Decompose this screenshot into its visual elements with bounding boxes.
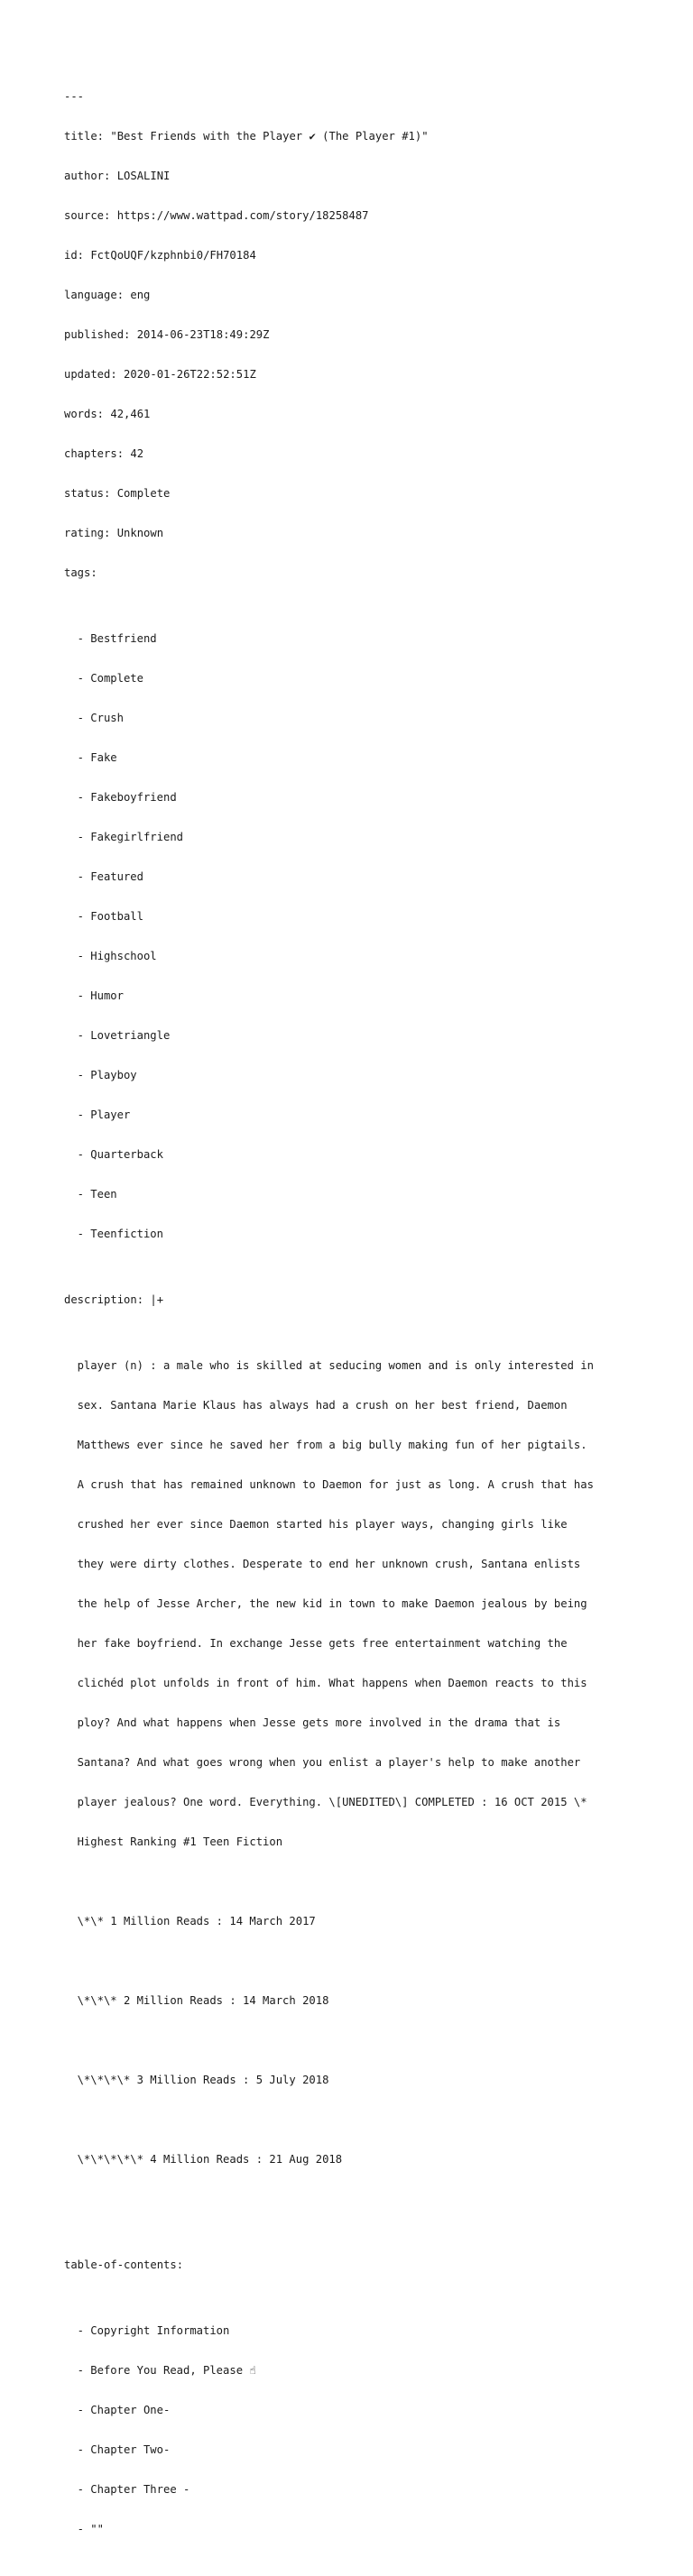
toc-item: - Chapter One- xyxy=(77,2404,171,2417)
tag-item: - Fake xyxy=(77,751,117,765)
description-line: clichéd plot unfolds in front of him. What happens when Daemon reacts to this xyxy=(77,1677,587,1690)
tag-item: - Highschool xyxy=(77,949,157,962)
language-field: language: eng xyxy=(64,289,151,302)
description-line: player (n) : a male who is skilled at seducing women and is only interested in xyxy=(77,1359,594,1373)
tag-item: - Player xyxy=(77,1108,131,1121)
description-line: Highest Ranking #1 Teen Fiction xyxy=(77,1835,283,1848)
tag-item: - Featured xyxy=(77,870,143,884)
toc-label: table-of-contents: xyxy=(64,2258,184,2271)
description-line: they were dirty clothes. Desperate to end her unknown crush, Santana enlists xyxy=(77,1558,581,1571)
description-line: the help of Jesse Archer, the new kid in town to make Daemon jealous by being xyxy=(77,1597,587,1611)
tag-item: - Complete xyxy=(77,672,143,685)
updated-field: updated: 2020-01-26T22:52:51Z xyxy=(64,368,256,382)
toc-item: - Before You Read, Please ☝ xyxy=(77,2364,256,2378)
blank-line xyxy=(64,1875,642,1889)
toc-item: - Copyright Information xyxy=(77,2324,230,2338)
blank-line xyxy=(64,2034,642,2047)
tag-item: - Teen xyxy=(77,1187,117,1201)
id-field: id: FctQoUQF/kzphnbi0/FH70184 xyxy=(64,249,256,262)
blank-line xyxy=(64,2193,642,2206)
tag-item: - Crush xyxy=(77,712,124,725)
toc-item: - "" xyxy=(77,2522,104,2535)
tag-item: - Teenfiction xyxy=(77,1227,163,1240)
description-label: description: |+ xyxy=(64,1293,164,1307)
milestone-line: \*\* 1 Million Reads : 14 March 2017 xyxy=(77,1914,316,1927)
tag-item: - Fakeboyfriend xyxy=(77,791,177,805)
tag-item: - Humor xyxy=(77,989,124,1002)
description-line: Santana? And what goes wrong when you enlist a player's help to make another xyxy=(77,1756,581,1769)
blank-line xyxy=(64,2113,642,2127)
tag-item: - Bestfriend xyxy=(77,632,157,646)
status-field: status: Complete xyxy=(64,487,171,500)
description-line: A crush that has remained unknown to Daemon for just as long. A crush that has xyxy=(77,1478,594,1492)
blank-line xyxy=(64,1955,642,1968)
document-body xyxy=(64,64,642,2576)
author-field: author: LOSALINI xyxy=(64,170,171,183)
milestone-line: \*\*\*\* 3 Million Reads : 5 July 2018 xyxy=(77,2073,329,2086)
title-field: title: "Best Friends with the Player ✔ (The Player #1)" xyxy=(64,130,429,143)
words-field: words: 42,461 xyxy=(64,408,151,421)
tag-item: - Quarterback xyxy=(77,1147,163,1161)
description-line: her fake boyfriend. In exchange Jesse gets free entertainment watching the xyxy=(77,1637,568,1651)
published-field: published: 2014-06-23T18:49:29Z xyxy=(64,328,270,342)
milestone-line: \*\*\* 2 Million Reads : 14 March 2018 xyxy=(77,1993,329,2007)
description-line: Matthews ever since he saved her from a big bully making fun of her pigtails. xyxy=(77,1439,587,1452)
toc-item: - Chapter Two- xyxy=(77,2443,171,2457)
description-line: ploy? And what happens when Jesse gets more involved in the drama that is xyxy=(77,1716,561,1730)
tags-list xyxy=(64,606,642,1267)
tag-item: - Playboy xyxy=(77,1068,137,1081)
tag-item: - Lovetriangle xyxy=(77,1028,171,1042)
toc-list xyxy=(64,2298,642,2562)
tag-item: - Football xyxy=(77,910,143,923)
source-field: source: https://www.wattpad.com/story/18258487 xyxy=(64,209,369,223)
description-line: sex. Santana Marie Klaus has always had a crush on her best friend, Daemon xyxy=(77,1399,568,1412)
tag-item: - Fakegirlfriend xyxy=(77,831,183,844)
milestone-line: \*\*\*\*\* 4 Million Reads : 21 Aug 2018 xyxy=(77,2152,343,2166)
front-matter-delimiter: --- xyxy=(64,90,85,104)
toc-item: - Chapter Three - xyxy=(77,2483,190,2497)
rating-field: rating: Unknown xyxy=(64,526,164,539)
description-line: crushed her ever since Daemon started his player ways, changing girls like xyxy=(77,1518,568,1532)
description-block xyxy=(64,1333,642,2232)
description-line: player jealous? One word. Everything. \[UNEDITED\] COMPLETED : 16 OCT 2015 \* xyxy=(77,1795,587,1808)
chapters-field: chapters: 42 xyxy=(64,447,144,461)
tags-label: tags: xyxy=(64,566,97,579)
